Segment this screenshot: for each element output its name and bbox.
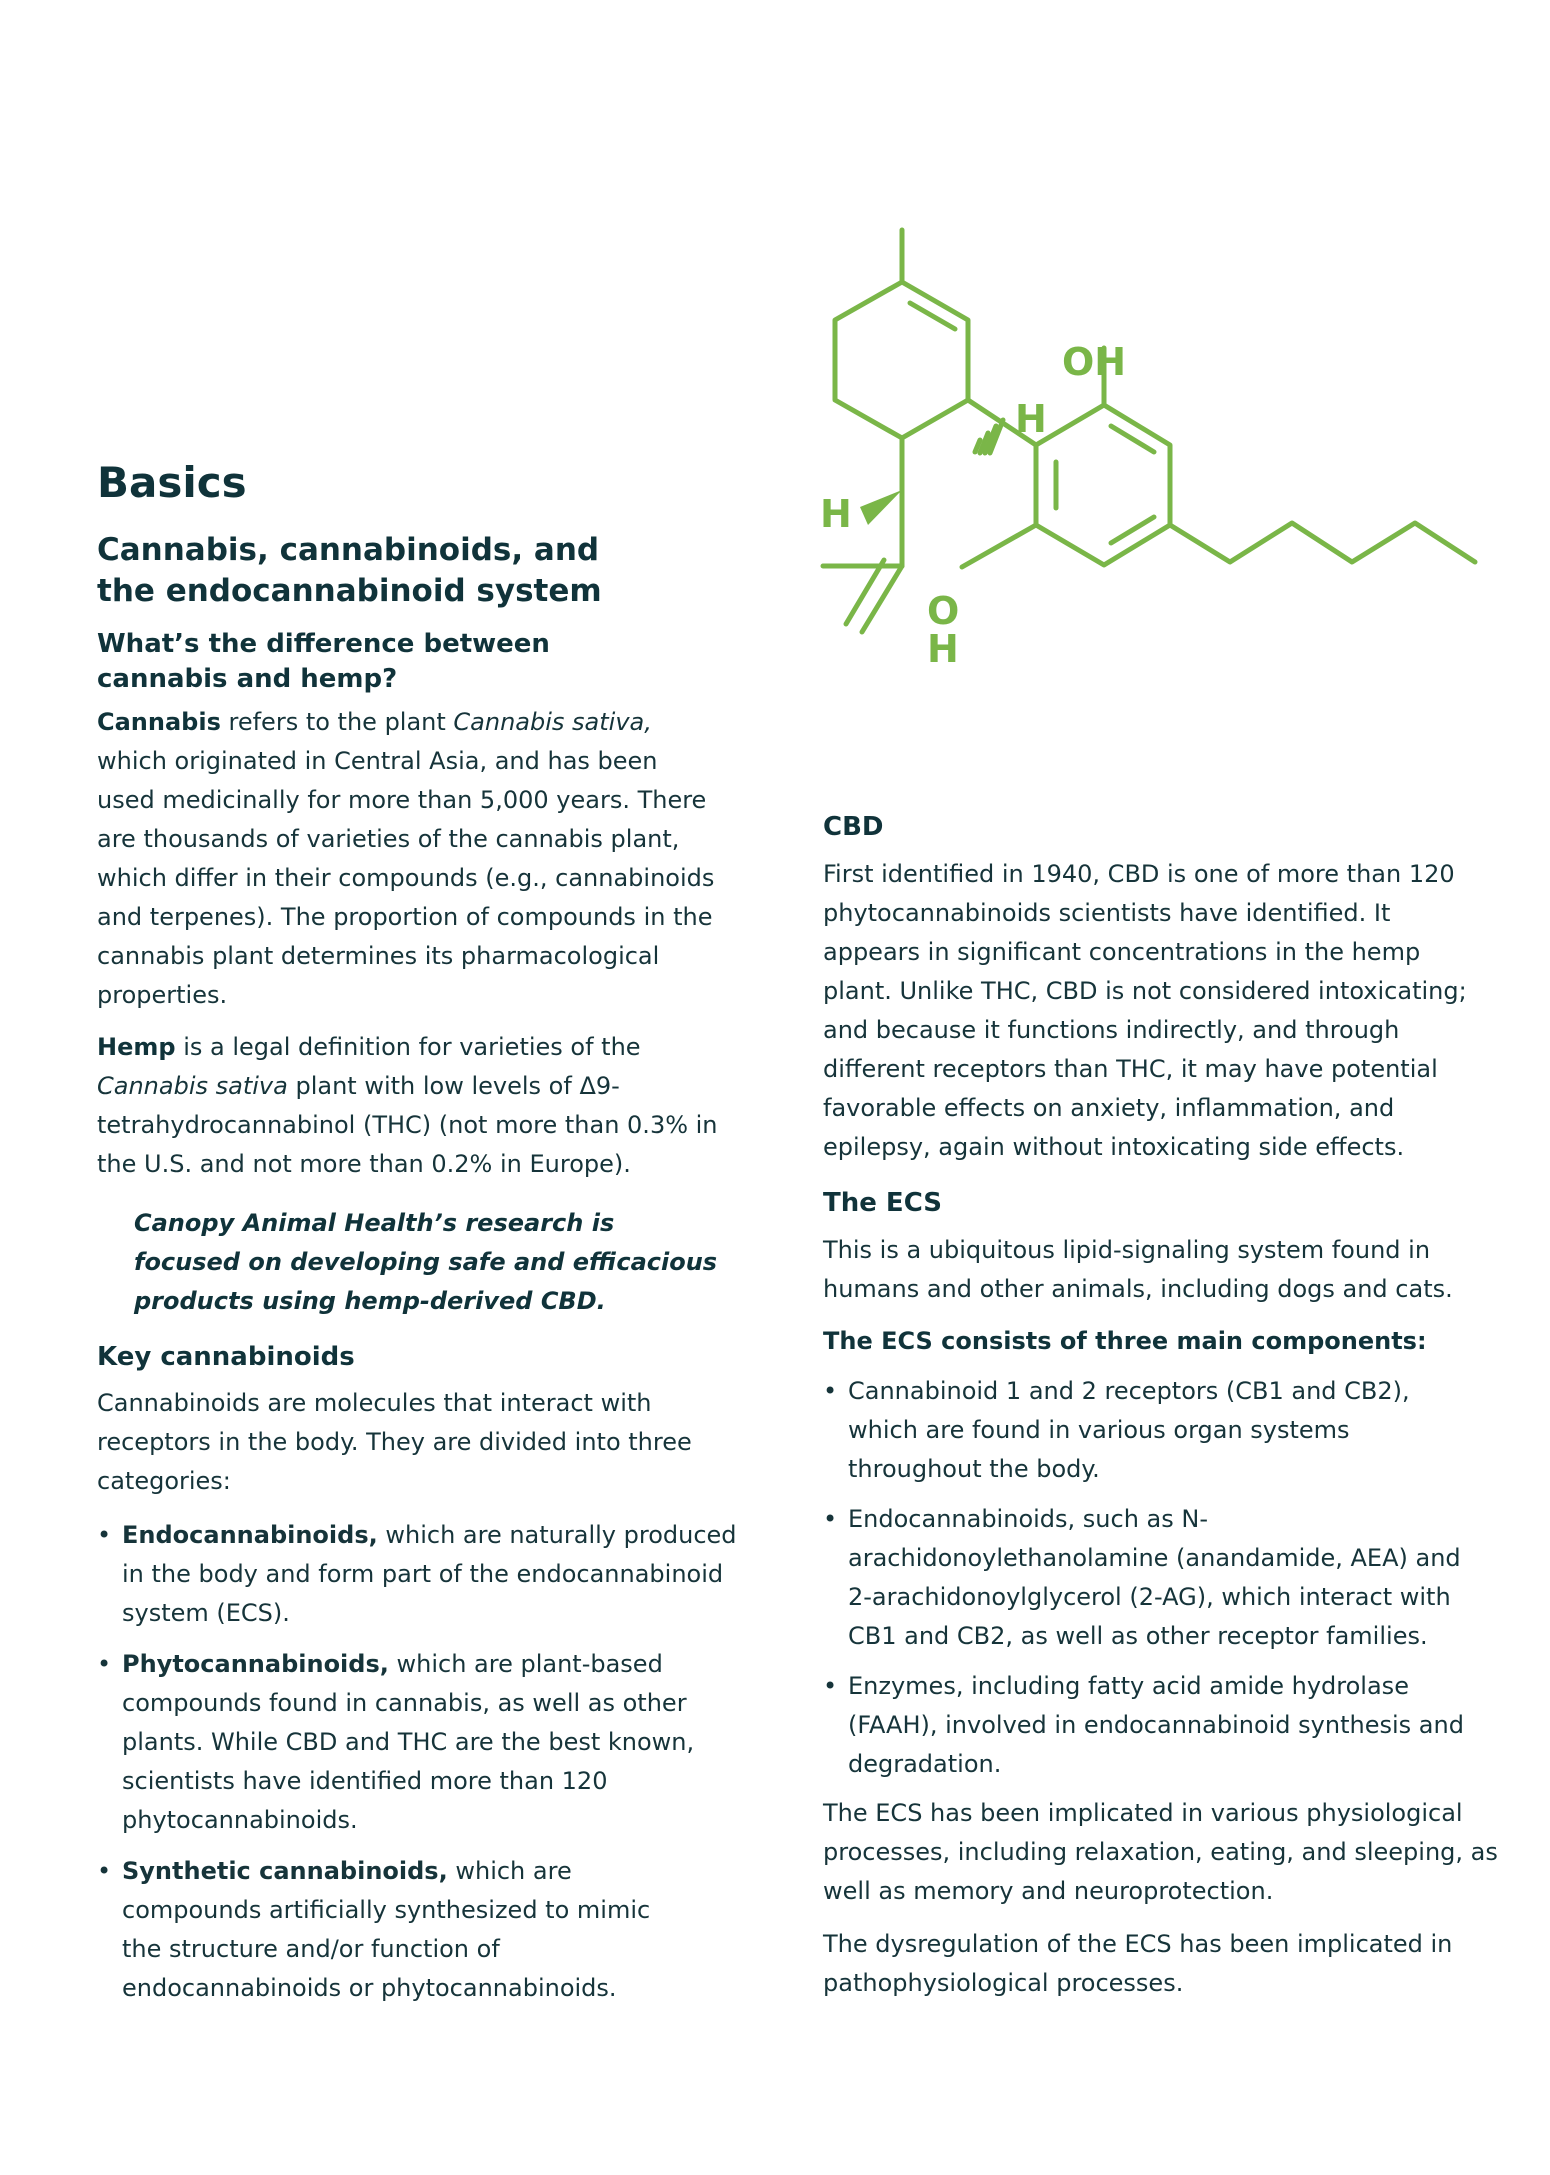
ecs-components-heading: The ECS consists of three main components: [823, 1327, 1427, 1355]
list-item [97, 1645, 707, 1840]
ecs-heading: The ECS [823, 1188, 942, 1218]
ecs-dysregulation-paragraph: The dysregulation of the ECS has been implicated in pathophysiological processes. [823, 1930, 1453, 1997]
ecs-paragraph: This is a ubiquitous lipid-signaling system found in humans and other animals, including dogs and cats. [823, 1236, 1453, 1303]
page-title: Basics [97, 458, 247, 507]
section-subtitle: Cannabis, cannabinoids, and the endocannabinoid system [97, 532, 602, 609]
hydrogen-label-bottom: H [927, 627, 959, 671]
hydrogen-label-left: H [820, 492, 852, 536]
hydrogen-label-right: H [1015, 397, 1047, 441]
hemp-paragraph [97, 1028, 737, 1184]
pull-quote: Canopy Animal Health’s research is focused on developing safe and efficacious products using hemp-derived CBD. [134, 1209, 718, 1315]
ecs-implicated-paragraph: The ECS has been implicated in various physiological processes, including relaxation, eating, and sleeping, as well as memory and neuroprotection. [823, 1799, 1498, 1905]
ecs-components-list [823, 1372, 1478, 1784]
category-text: which are naturally produced in the body and form part of the endocannabinoid system (ECS). [122, 1521, 737, 1627]
hemp-term: Hemp [97, 1033, 176, 1061]
cannabinoid-categories-list [97, 1516, 747, 2008]
cannabis-paragraph [97, 703, 717, 1015]
hemp-species: Cannabis sativa [97, 1072, 288, 1100]
cannabis-text-1: refers to the plant [220, 708, 454, 736]
hemp-text-2: plant with low levels of Δ9-tetrahydrocannabinol (THC) (not more than 0.3% in the U.S. and not more than 0.2% in Europe). [97, 1072, 718, 1178]
cannabis-term: Cannabis [97, 708, 221, 736]
category-term: Endocannabinoids, [122, 1521, 378, 1549]
list-item: • Cannabinoid 1 and 2 receptors (CB1 and CB2), which are found in various organ systems throughout the body. [823, 1372, 1428, 1489]
question-heading: What’s the difference between cannabis and hemp? [97, 629, 550, 694]
list-item: • Endocannabinoids, such as N-arachidonoylethanolamine (anandamide, AEA) and 2-arachidonoylglycerol (2-AG), which interact with CB1 and CB2, as well as other receptor families. [823, 1500, 1478, 1656]
hemp-text-1: is a legal definition for varieties of the [175, 1033, 641, 1061]
hydroxyl-label-top: OH [1062, 340, 1127, 384]
cbd-paragraph: First identified in 1940, CBD is one of more than 120 phytocannabinoids scientists have identified. It appears in significant concentrations in the hemp plant. Unlike THC, CBD is not considered intoxicating; and because it functions indirectly, and through different receptors than THC, it may have potential favorable effects on anxiety, inflammation, and epilepsy, again without intoxicating side effects. [823, 860, 1467, 1161]
key-cannabinoids-intro: Cannabinoids are molecules that interact with receptors in the body. They are divided into three categories: [97, 1389, 692, 1495]
list-item: • Enzymes, including fatty acid amide hydrolase (FAAH), involved in endocannabinoid synthesis and degradation. [823, 1667, 1468, 1784]
list-item [97, 1852, 687, 2008]
cannabis-species: Cannabis sativa, [453, 708, 652, 736]
cannabis-text-2: which originated in Central Asia, and has been used medicinally for more than 5,000 years. There are thousands of varieties of the cannabis plant, which differ in their compounds (e.g., cannabinoids and terpenes). The proportion of compounds in the cannabis plant determines its pharmacological properties. [97, 747, 715, 1009]
oxygen-label-bottom: O [927, 589, 960, 633]
category-text: which are compounds artificially synthesized to mimic the structure and/or function of endocannabinoids or phytocannabinoids. [122, 1857, 651, 2002]
cbd-molecule-diagram [0, 0, 1550, 700]
cbd-heading: CBD [823, 812, 884, 842]
key-cannabinoids-heading: Key cannabinoids [97, 1342, 355, 1372]
category-text: which are plant-based compounds found in cannabis, as well as other plants. While CBD and THC are the best known, scientists have identified more than 120 phytocannabinoids. [122, 1650, 695, 1834]
list-item [97, 1516, 747, 1633]
category-term: Phytocannabinoids, [122, 1650, 389, 1678]
category-term: Synthetic cannabinoids, [122, 1857, 448, 1885]
